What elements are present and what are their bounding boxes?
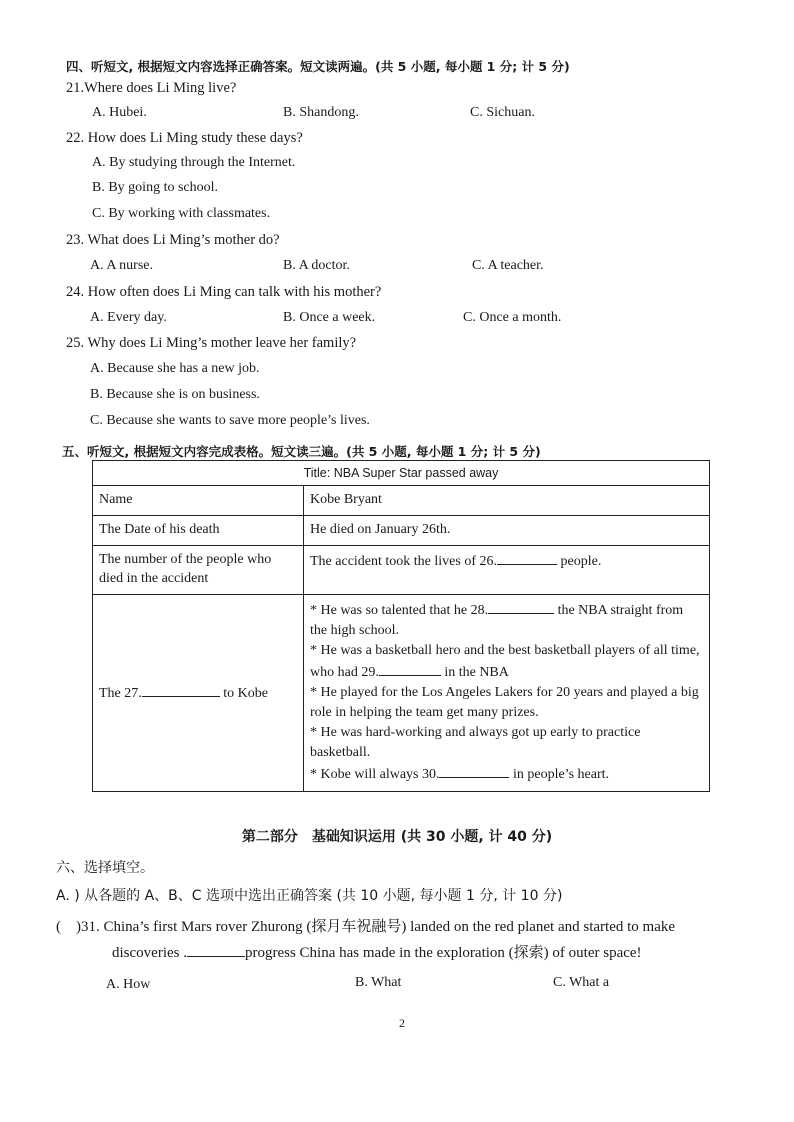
row-content-date: He died on January 26th.: [304, 516, 710, 546]
tribute-line-hardworking: * He was hard-working and always got up early to practice basketball.: [310, 725, 641, 760]
victims-text-b: people.: [560, 554, 602, 569]
q23-option-a: A. A nurse.: [90, 258, 153, 273]
q21-option-a: A. Hubei.: [92, 105, 147, 120]
blank-30[interactable]: [439, 763, 509, 778]
victims-text-a: The accident took the lives of 26.: [310, 554, 497, 569]
table-row-name: [93, 486, 710, 516]
table-row-date: [93, 516, 710, 546]
blank-28[interactable]: [488, 599, 554, 614]
q31-text-b: progress China has made in the exploration (探索) of outer space!: [244, 945, 642, 961]
line-29-text-b: in the NBA: [444, 665, 509, 680]
tribute-label-a: The 27.: [99, 686, 142, 701]
q21-option-c: C. Sichuan.: [470, 105, 535, 120]
q25-option-a: A. Because she has a new job.: [90, 361, 260, 376]
table-row-tribute: [93, 595, 710, 792]
q31-option-c: C. What a: [553, 975, 610, 990]
q23-option-c: C. A teacher.: [472, 258, 544, 273]
kobe-info-table: [92, 460, 710, 792]
q24-option-b: B. Once a week.: [283, 310, 376, 325]
line-30-text-a: * Kobe will always 30.: [310, 767, 440, 782]
row-label-tribute: [93, 595, 304, 792]
question-24: 24. How often does Li Ming can talk with his mother?: [66, 284, 382, 300]
q22-option-b: B. By going to school.: [92, 180, 219, 195]
question-22: 22. How does Li Ming study these days?: [66, 130, 303, 146]
line-30-text-b: in people’s heart.: [512, 767, 610, 782]
q31-option-a: A. How: [106, 977, 151, 992]
row-content-name: Kobe Bryant: [304, 486, 710, 516]
row-content-victims: [304, 546, 710, 595]
question-25: 25. Why does Li Ming’s mother leave her family?: [66, 335, 357, 351]
q21-option-b: B. Shandong.: [283, 105, 359, 120]
tribute-line-28: [310, 599, 703, 641]
line-28-text-a: * He was so talented that he 28.: [310, 603, 489, 618]
part-2-title: 第二部分 基础知识运用 (共 30 小题, 计 40 分): [241, 829, 553, 845]
q23-option-b: B. A doctor.: [283, 258, 350, 273]
q31-option-b: B. What: [355, 975, 402, 990]
q24-option-a: A. Every day.: [90, 310, 167, 325]
line-29-text-a: * He was a basketball hero and the best basketball players of all time, who had 29.: [310, 643, 700, 680]
section-5-header: 五、听短文, 根据短文内容完成表格。短文读三遍。(共 5 小题, 每小题 1 分; 计 5 分): [62, 444, 541, 459]
blank-29[interactable]: [379, 661, 441, 676]
table-row-victims: [93, 546, 710, 595]
page-number: 2: [399, 1016, 405, 1030]
q24-option-c: C. Once a month.: [463, 310, 562, 325]
tribute-line-lakers: * He played for the Los Angeles Lakers for 20 years and played a big role in helping the team get many prizes.: [310, 685, 699, 720]
q25-option-c: C. Because she wants to save more people’s lives.: [90, 413, 370, 428]
q22-option-c: C. By working with classmates.: [92, 206, 271, 221]
section-4-header: 四、听短文, 根据短文内容选择正确答案。短文读两遍。(共 5 小题, 每小题 1 分; 计 5 分): [66, 59, 570, 74]
question-31-line-1: ( )31. China’s first Mars rover Zhurong (探月车祝融号) landed on the red planet and started to make: [56, 919, 676, 935]
question-21: 21.Where does Li Ming live?: [66, 80, 237, 96]
blank-31[interactable]: [187, 942, 245, 957]
tribute-line-29: [310, 641, 703, 683]
tribute-label-b: to Kobe: [223, 686, 268, 701]
table-title: Title: NBA Super Star passed away: [93, 461, 710, 486]
q31-text-a: discoveries .: [112, 945, 187, 961]
question-31-line-2: [112, 941, 642, 962]
row-content-tribute: [304, 595, 710, 792]
section-6-header: 六、选择填空。: [56, 860, 154, 876]
sub-section-a-header: A. ) 从各题的 A、B、C 选项中选出正确答案 (共 10 小题, 每小题 1 分, 计 10 分): [56, 888, 563, 904]
row-label-date: The Date of his death: [93, 516, 304, 546]
tribute-line-30: [310, 763, 703, 785]
q22-option-a: A. By studying through the Internet.: [92, 155, 296, 170]
q25-option-b: B. Because she is on business.: [90, 387, 260, 402]
row-label-name: Name: [93, 486, 304, 516]
blank-26[interactable]: [497, 550, 557, 565]
line-28-text-b: the NBA straight from the high school.: [310, 603, 684, 638]
row-label-victims: The number of the people who died in the accident: [93, 546, 304, 595]
question-23: 23. What does Li Ming’s mother do?: [66, 232, 280, 248]
blank-27[interactable]: [142, 682, 220, 697]
